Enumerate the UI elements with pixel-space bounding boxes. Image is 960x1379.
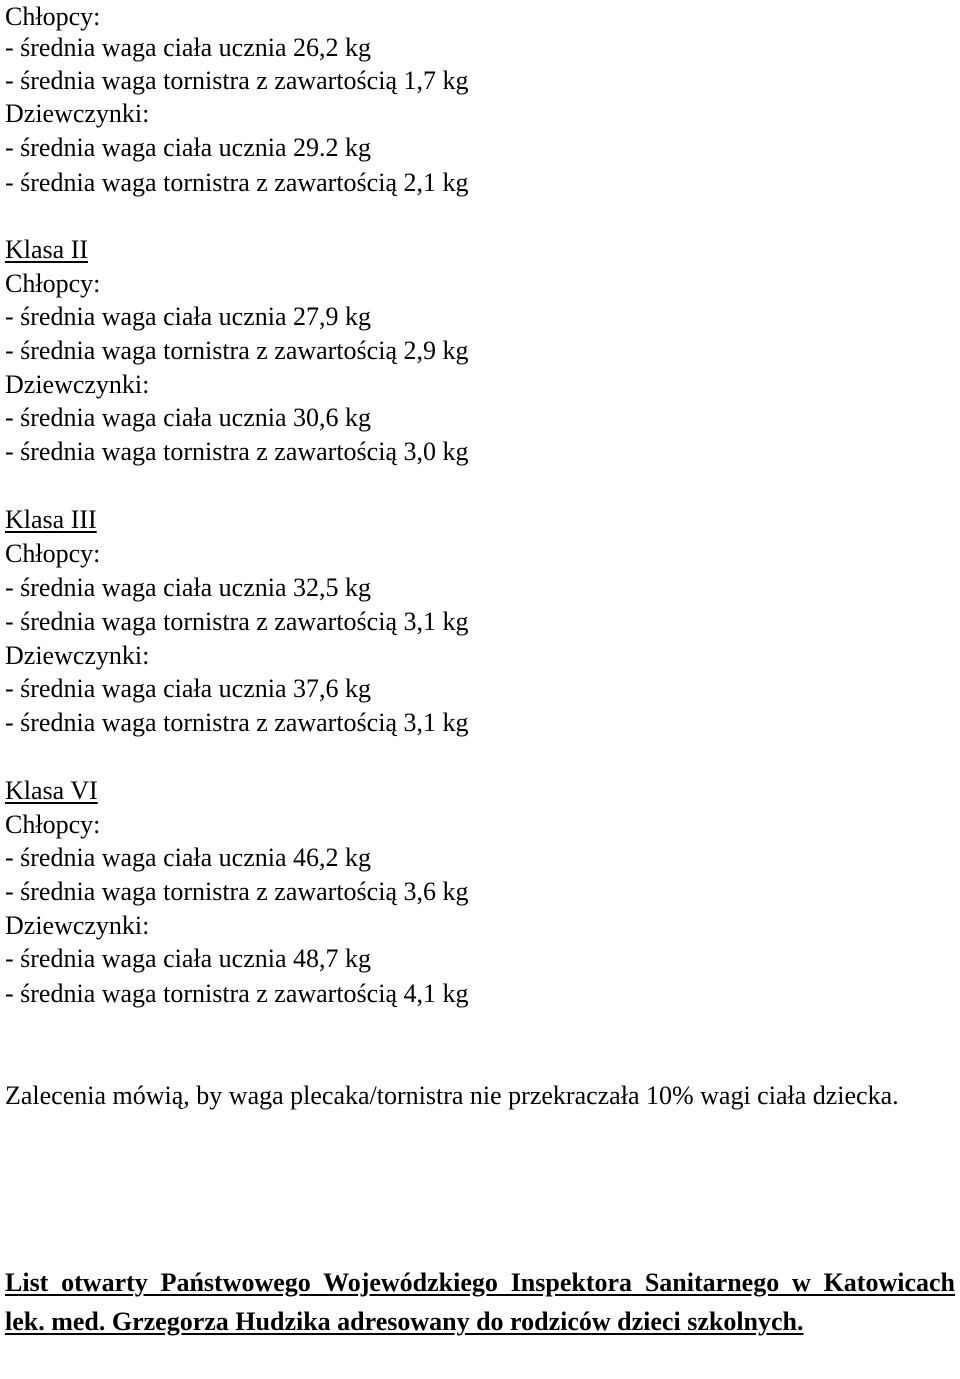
girls-label: Dziewczynki:	[5, 641, 150, 670]
girls-label: Dziewczynki:	[5, 911, 150, 940]
girls-body-weight: - średnia waga ciała ucznia 29.2 kg	[5, 133, 372, 162]
boys-label: Chłopcy:	[5, 269, 101, 298]
girls-label: Dziewczynki:	[5, 370, 150, 399]
boys-bag-weight: - średnia waga tornistra z zawartością 1,7 kg	[5, 66, 469, 95]
boys-body-weight: - średnia waga ciała ucznia 46,2 kg	[5, 843, 372, 872]
girls-body-weight: - średnia waga ciała ucznia 37,6 kg	[5, 674, 372, 703]
boys-label: Chłopcy:	[5, 810, 101, 839]
recommendation-paragraph: Zalecenia mówią, by waga plecaka/tornistra nie przekraczała 10% wagi ciała dziecka.	[5, 1081, 899, 1110]
boys-body-weight: - średnia waga ciała ucznia 26,2 kg	[5, 33, 372, 62]
section-heading-klasa-vi: Klasa VI	[5, 776, 98, 805]
boys-bag-weight: - średnia waga tornistra z zawartością 3,6 kg	[5, 877, 469, 906]
boys-body-weight: - średnia waga ciała ucznia 27,9 kg	[5, 302, 372, 331]
section-heading-klasa-ii: Klasa II	[5, 235, 89, 264]
girls-bag-weight: - średnia waga tornistra z zawartością 2,1 kg	[5, 168, 469, 197]
girls-label: Dziewczynki:	[5, 99, 150, 128]
boys-body-weight: - średnia waga ciała ucznia 32,5 kg	[5, 573, 372, 602]
girls-bag-weight: - średnia waga tornistra z zawartością 3,1 kg	[5, 708, 469, 737]
girls-body-weight: - średnia waga ciała ucznia 30,6 kg	[5, 403, 372, 432]
boys-bag-weight: - średnia waga tornistra z zawartością 2,9 kg	[5, 336, 469, 365]
open-letter-link[interactable]: List otwarty Państwowego Wojewódzkiego Inspektora Sanitarnego w Katowicach lek. med. Grzegorza Hudzika adresowany do rodziców dzieci szkolnych.	[5, 1268, 955, 1336]
boys-label: Chłopcy:	[5, 539, 101, 568]
girls-bag-weight: - średnia waga tornistra z zawartością 4,1 kg	[5, 979, 469, 1008]
girls-bag-weight: - średnia waga tornistra z zawartością 3,0 kg	[5, 437, 469, 466]
boys-label: Chłopcy:	[5, 2, 101, 31]
girls-body-weight: - średnia waga ciała ucznia 48,7 kg	[5, 944, 372, 973]
boys-bag-weight: - średnia waga tornistra z zawartością 3,1 kg	[5, 607, 469, 636]
section-heading-klasa-iii: Klasa III	[5, 505, 97, 534]
